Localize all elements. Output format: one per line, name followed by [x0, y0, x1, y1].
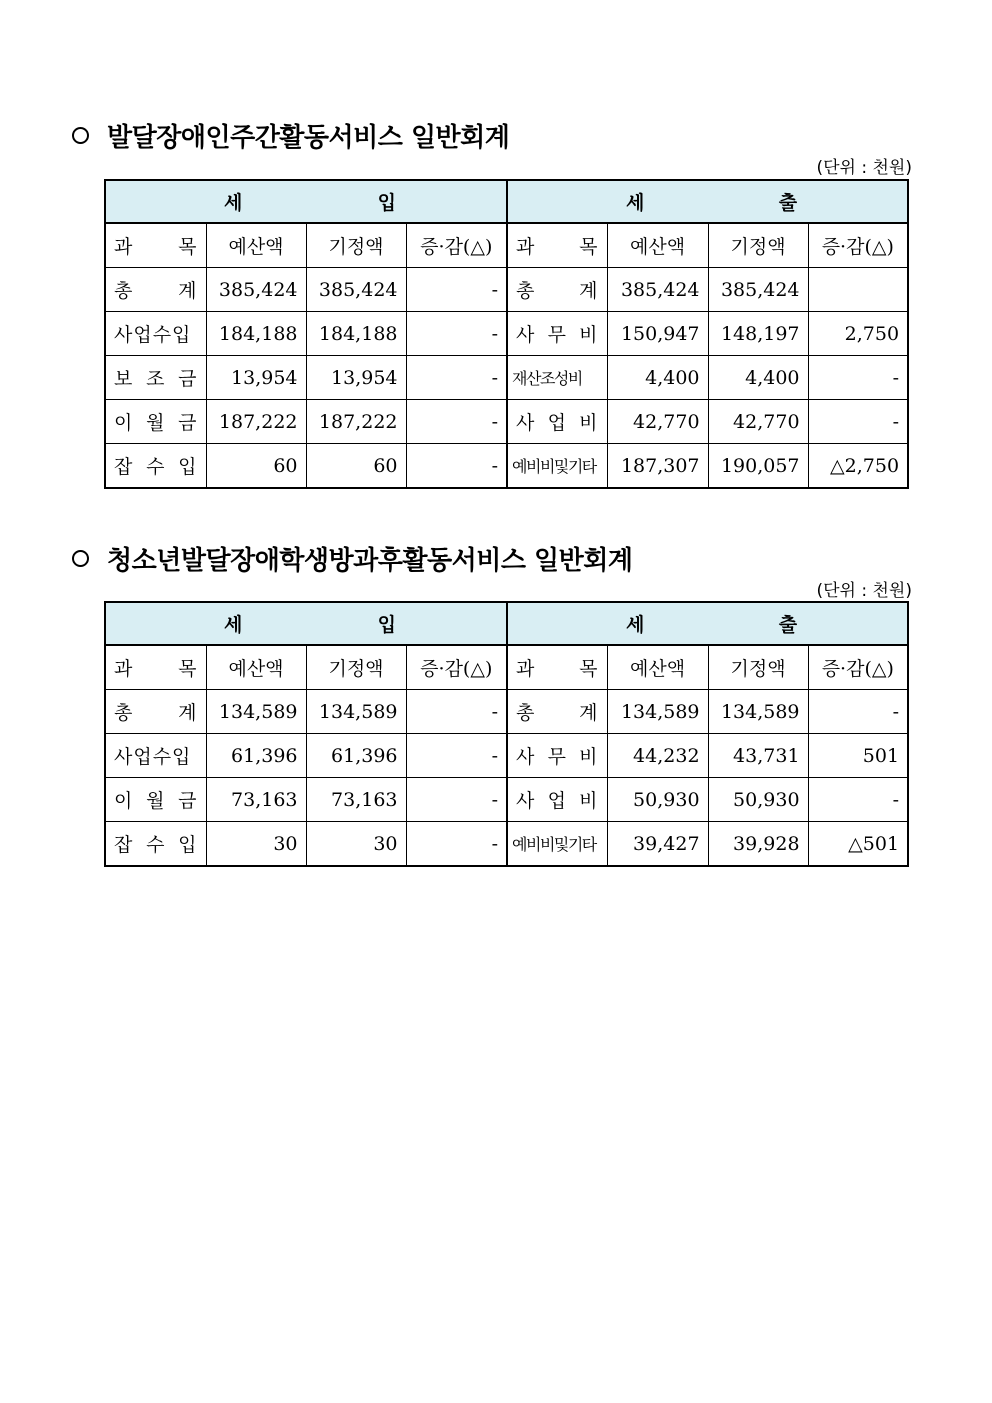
circle-bullet-icon: [72, 550, 89, 567]
revenue-budget: 187,222: [206, 400, 306, 444]
revenue-change: -: [406, 312, 507, 356]
expense-change: △2,750: [808, 444, 908, 489]
expense-item: 총 계: [507, 690, 607, 734]
expense-change: -: [808, 356, 908, 400]
column-header: 증·감(△): [808, 223, 908, 268]
expense-header: 세 출: [507, 602, 908, 645]
expense-change: 2,750: [808, 312, 908, 356]
revenue-prior: 73,163: [306, 778, 406, 822]
expense-change: 501: [808, 734, 908, 778]
expense-budget: 42,770: [607, 400, 708, 444]
revenue-item: 총 계: [105, 268, 206, 312]
revenue-budget: 385,424: [206, 268, 306, 312]
revenue-item: 이 월 금: [105, 400, 206, 444]
group-header-row: [105, 602, 908, 645]
expense-prior: 4,400: [708, 356, 808, 400]
revenue-budget: 73,163: [206, 778, 306, 822]
revenue-change: -: [406, 356, 507, 400]
revenue-item: 사업수입: [105, 734, 206, 778]
expense-item: 사 무 비: [507, 312, 607, 356]
revenue-prior: 184,188: [306, 312, 406, 356]
table-row: [105, 690, 908, 734]
revenue-prior: 60: [306, 444, 406, 489]
expense-prior: 43,731: [708, 734, 808, 778]
expense-budget: 134,589: [607, 690, 708, 734]
revenue-budget: 61,396: [206, 734, 306, 778]
expense-budget: 44,232: [607, 734, 708, 778]
revenue-budget: 30: [206, 822, 306, 867]
revenue-header: 세 입: [105, 602, 507, 645]
expense-prior: 148,197: [708, 312, 808, 356]
column-header: 예산액: [206, 223, 306, 268]
revenue-prior: 30: [306, 822, 406, 867]
column-header: 예산액: [607, 645, 708, 690]
table-row: [105, 778, 908, 822]
revenue-prior: 187,222: [306, 400, 406, 444]
expense-header: 세 출: [507, 180, 908, 223]
column-header: 증·감(△): [406, 645, 507, 690]
expense-prior: 39,928: [708, 822, 808, 867]
expense-budget: 187,307: [607, 444, 708, 489]
table-row: [105, 268, 908, 312]
section-title: [72, 538, 633, 578]
table-row: [105, 400, 908, 444]
table-row: [105, 356, 908, 400]
revenue-item: 보 조 금: [105, 356, 206, 400]
column-header: 과 목: [507, 223, 607, 268]
expense-item: 예비비및기타: [507, 822, 607, 867]
revenue-prior: 13,954: [306, 356, 406, 400]
budget-table: [104, 179, 909, 489]
revenue-item: 사업수입: [105, 312, 206, 356]
expense-change: -: [808, 400, 908, 444]
circle-bullet-icon: [72, 127, 89, 144]
expense-budget: 385,424: [607, 268, 708, 312]
expense-budget: 150,947: [607, 312, 708, 356]
revenue-change: -: [406, 400, 507, 444]
revenue-change: -: [406, 690, 507, 734]
column-header: 과 목: [105, 645, 206, 690]
expense-item: 사 업 비: [507, 778, 607, 822]
expense-prior: 385,424: [708, 268, 808, 312]
expense-change: -: [808, 690, 908, 734]
revenue-change: -: [406, 268, 507, 312]
expense-item: 총 계: [507, 268, 607, 312]
revenue-prior: 385,424: [306, 268, 406, 312]
table-row: [105, 734, 908, 778]
column-header: 기정액: [708, 645, 808, 690]
revenue-budget: 184,188: [206, 312, 306, 356]
column-header-row: [105, 645, 908, 690]
revenue-header: 세 입: [105, 180, 507, 223]
revenue-change: -: [406, 444, 507, 489]
section-title: [72, 115, 509, 155]
column-header: 과 목: [105, 223, 206, 268]
revenue-item: 잡 수 입: [105, 444, 206, 489]
expense-prior: 42,770: [708, 400, 808, 444]
column-header: 기정액: [708, 223, 808, 268]
revenue-budget: 134,589: [206, 690, 306, 734]
column-header: 증·감(△): [808, 645, 908, 690]
unit-label: (단위 : 천원): [816, 158, 912, 178]
revenue-item: 이 월 금: [105, 778, 206, 822]
column-header: 예산액: [607, 223, 708, 268]
expense-budget: 4,400: [607, 356, 708, 400]
expense-change: △501: [808, 822, 908, 867]
revenue-prior: 134,589: [306, 690, 406, 734]
revenue-change: -: [406, 822, 507, 867]
budget-table: [104, 601, 909, 867]
unit-label: (단위 : 천원): [816, 581, 912, 601]
revenue-item: 잡 수 입: [105, 822, 206, 867]
expense-budget: 39,427: [607, 822, 708, 867]
table-row: [105, 312, 908, 356]
expense-change: [808, 268, 908, 312]
expense-prior: 190,057: [708, 444, 808, 489]
section-title-text: 발달장애인주간활동서비스 일반회계: [107, 122, 510, 153]
group-header-row: [105, 180, 908, 223]
section-title-text: 청소년발달장애학생방과후활동서비스 일반회계: [107, 545, 633, 576]
expense-prior: 134,589: [708, 690, 808, 734]
revenue-change: -: [406, 778, 507, 822]
expense-item: 재산조성비: [507, 356, 607, 400]
revenue-budget: 60: [206, 444, 306, 489]
table-row: [105, 822, 908, 867]
column-header-row: [105, 223, 908, 268]
expense-item: 사 업 비: [507, 400, 607, 444]
revenue-item: 총 계: [105, 690, 206, 734]
expense-budget: 50,930: [607, 778, 708, 822]
column-header: 과 목: [507, 645, 607, 690]
expense-item: 예비비및기타: [507, 444, 607, 489]
expense-change: -: [808, 778, 908, 822]
column-header: 기정액: [306, 645, 406, 690]
column-header: 기정액: [306, 223, 406, 268]
revenue-change: -: [406, 734, 507, 778]
revenue-prior: 61,396: [306, 734, 406, 778]
table-row: [105, 444, 908, 489]
revenue-budget: 13,954: [206, 356, 306, 400]
expense-prior: 50,930: [708, 778, 808, 822]
column-header: 증·감(△): [406, 223, 507, 268]
column-header: 예산액: [206, 645, 306, 690]
expense-item: 사 무 비: [507, 734, 607, 778]
